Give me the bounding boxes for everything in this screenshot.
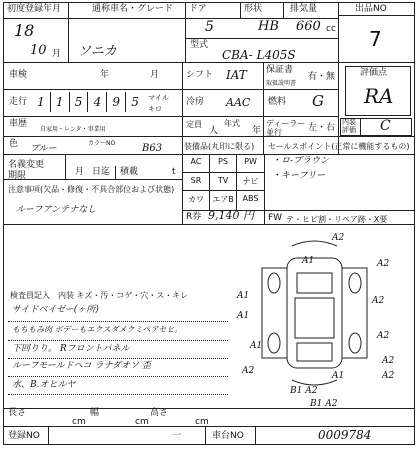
wheel-front-left xyxy=(268,273,280,293)
car-name-value: ソニカ xyxy=(78,44,117,59)
ac-value: AAC xyxy=(226,96,251,109)
mileage-digits xyxy=(32,92,144,112)
displacement-value: 660 xyxy=(296,19,321,34)
wheel-rear-right xyxy=(349,333,361,353)
r-ticket-value: 9,140 円 xyxy=(208,209,254,222)
mileage-digit: 9 xyxy=(107,92,126,112)
dealer-label: ディーラー並行 xyxy=(266,119,306,137)
equipment-pw: PW xyxy=(237,154,264,173)
inspection-month-unit: 月 xyxy=(150,70,160,80)
mileage-unit-km: キロ xyxy=(148,105,162,113)
damage-mark: A2 xyxy=(242,366,255,376)
rating-value: RA xyxy=(364,84,394,108)
fw-label: FW xyxy=(268,213,283,223)
inspector-note: ルーフモールドヘコ ラナダオソ 歪 xyxy=(12,361,151,371)
height-label: 高さ xyxy=(150,408,169,418)
history-label: 車歴 xyxy=(9,119,28,129)
door-label: ドア xyxy=(189,4,207,14)
model-year-label: 年式 xyxy=(224,119,240,128)
equipment-tv: TV xyxy=(210,173,237,192)
warranty-sub: 取扱説明書 xyxy=(266,80,297,87)
reg-no-dash: 一 xyxy=(172,431,182,441)
lot-value: 7 xyxy=(369,27,382,51)
inspector-note: もちもみ肉 ボデーもエクスダメクミペアセヒ。 xyxy=(12,325,183,334)
damage-mark: A2 xyxy=(332,233,345,243)
damage-mark: A1 xyxy=(332,371,345,381)
reg-no-label: 登録NO xyxy=(8,431,40,441)
equipment-title: 装備品(丸印に限る) xyxy=(184,142,255,151)
height-unit: cm xyxy=(195,417,209,427)
displacement-unit: cc xyxy=(326,24,336,34)
model-value: CBA- L405S xyxy=(222,48,296,62)
damage-mark: A1 xyxy=(250,341,263,351)
width-unit: cm xyxy=(135,417,149,427)
equipment-ps: PS xyxy=(210,154,237,173)
lot-label: 出品NO xyxy=(355,4,387,14)
mileage-label: 走行 xyxy=(9,97,28,107)
equipment-ac: AC xyxy=(183,154,210,173)
name-change-label: 名義変更 xyxy=(8,160,45,170)
damage-mark: A1 xyxy=(237,311,250,321)
width-label: 幅 xyxy=(90,408,100,418)
car-hood xyxy=(297,273,332,293)
equipment-leather: カワ xyxy=(183,191,210,210)
mileage-digit: 5 xyxy=(70,92,89,112)
fuel-label: 燃料 xyxy=(268,97,287,107)
damage-mark: A1 xyxy=(302,256,315,266)
color-value: ブルー xyxy=(30,144,57,154)
front-bumper xyxy=(292,241,337,246)
damage-mark: A1 xyxy=(237,291,250,301)
inspection-label: 車検 xyxy=(9,70,28,80)
first-reg-label: 初度登録年月 xyxy=(7,4,62,14)
damage-mark: A2 xyxy=(382,356,395,366)
interior-value: C xyxy=(380,118,391,134)
color-label: 色 xyxy=(9,139,19,149)
damage-mark: A2 xyxy=(372,296,385,306)
deadline-date: 日迄 xyxy=(92,167,111,177)
wheel-rear-left xyxy=(268,333,280,353)
wheel-front-right xyxy=(349,273,361,293)
length-unit: cm xyxy=(72,417,86,427)
car-right-side xyxy=(342,268,367,358)
chassis-label: 車台NO xyxy=(212,431,244,441)
capacity-label: 定員 xyxy=(186,120,202,129)
car-damage-diagram xyxy=(232,228,412,408)
r-ticket-label: R券 xyxy=(186,212,202,222)
door-value: 5 xyxy=(205,19,214,35)
inspection-year-unit: 年 xyxy=(100,70,110,80)
notes-value: ルーフアンテナなし xyxy=(16,205,97,215)
mileage-unit: マイル xyxy=(148,94,169,102)
rear-bumper xyxy=(292,380,337,385)
first-reg-year: 18 xyxy=(14,21,35,40)
inspector-label: 検査員記入 xyxy=(10,291,50,300)
mileage-digit: 4 xyxy=(88,92,107,112)
drive-label: 左・右 xyxy=(308,123,336,133)
car-name-label: 通称車名・グレード xyxy=(92,4,174,14)
mileage-digit: 5 xyxy=(131,95,139,109)
fuel-value: G xyxy=(312,92,324,110)
shape-label: 形状 xyxy=(244,4,263,14)
mileage-digit: 1 xyxy=(32,92,51,112)
deadline-label: 期限 xyxy=(8,171,27,181)
model-label: 型式 xyxy=(190,40,209,50)
chassis-value: 0009784 xyxy=(318,428,372,442)
damage-mark: B1 A2 xyxy=(290,386,318,396)
color-code-value: B63 xyxy=(142,143,163,154)
damage-mark: A2 xyxy=(377,331,390,341)
cargo-label: 積載 xyxy=(120,167,139,177)
capacity-unit: 人 xyxy=(209,126,219,136)
inspector-note: 下回りり。 Rフロントパネル xyxy=(12,344,130,354)
car-left-side xyxy=(262,268,287,358)
history-sub: 自家用・レンタ・事業用 xyxy=(40,126,106,133)
mileage-digit: 1 xyxy=(51,92,70,112)
damage-mark: A2 xyxy=(377,259,390,269)
deadline-month: 月 xyxy=(75,167,85,177)
equipment-grid xyxy=(183,154,265,210)
equipment-sr: SR xyxy=(183,173,210,192)
inspector-note: 水、B.オヒルヤ xyxy=(12,380,76,390)
length-label: 長さ xyxy=(8,408,27,418)
sales-point-label: セールスポイント(正常に機能するもの) xyxy=(268,142,410,151)
first-reg-month-unit: 月 xyxy=(52,49,62,59)
equipment-airbag: エアB xyxy=(210,191,237,210)
equipment-abs: ABS xyxy=(242,194,259,204)
sales-point-item: ・キーフリー xyxy=(272,171,326,181)
displacement-label: 排気量 xyxy=(290,4,318,14)
fw-options: テ・ヒビ割・リペア跡・X要 xyxy=(286,215,388,224)
car-trunk xyxy=(297,343,332,361)
model-year-unit: 年 xyxy=(252,126,262,136)
sales-point-item: ・ロ-ブラウン xyxy=(272,156,330,166)
notes-label: 注意事項(欠品・修復・不具合部位および状態) xyxy=(8,185,175,194)
first-reg-month: 10 xyxy=(30,43,47,58)
warranty-yesno: 有・無 xyxy=(308,72,336,82)
inspector-options: 内装 キズ・汚・コゲ・穴・ス・キレ xyxy=(58,291,189,300)
cargo-unit: t xyxy=(172,167,176,177)
shift-value: IAT xyxy=(226,68,247,82)
rating-label: 評価点 xyxy=(360,68,388,78)
ac-label: 冷房 xyxy=(186,97,205,107)
equipment-navi: ナビ xyxy=(237,173,264,192)
inspector-note: サイドベイゼー(ヶ所) xyxy=(12,305,99,315)
damage-mark: B1 A2 xyxy=(310,399,338,408)
color-code-label: カラーNO xyxy=(88,140,116,147)
damage-mark: A2 xyxy=(382,371,395,381)
interior-label: 内装評価 xyxy=(342,118,356,134)
shape-value: HB xyxy=(258,19,279,34)
car-roof xyxy=(295,298,334,338)
warranty-label: 保証書 xyxy=(266,65,294,75)
shift-label: シフト xyxy=(186,70,214,80)
